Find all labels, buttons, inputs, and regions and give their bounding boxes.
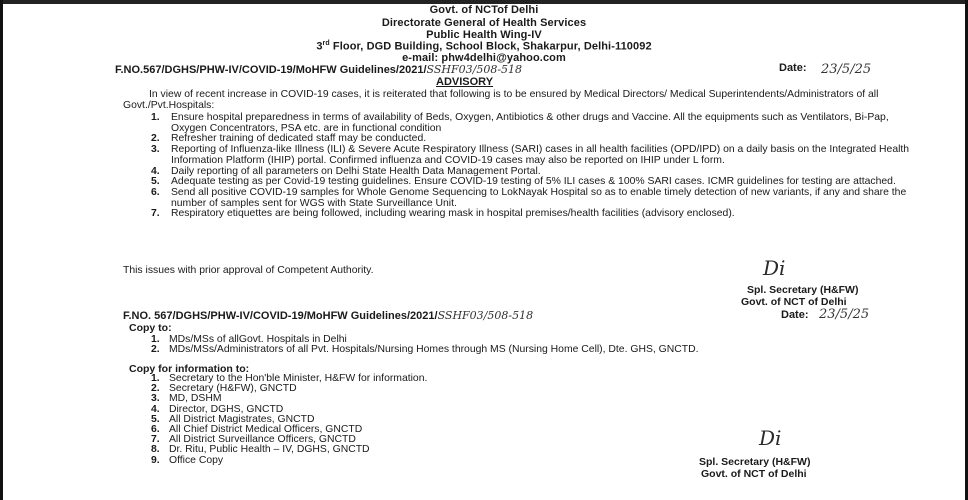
point-item: 1. Ensure hospital preparedness in terms of availability of Beds, Oxygen, Antibiotics & other drugs and Vaccine. All the equipments such as Ventilators, Bi-Pap, Oxygen Concentrators, PSA etc. are in functional condition: [151, 112, 889, 134]
file-number-2: [123, 309, 533, 322]
file-number: [115, 63, 522, 76]
file-number-2-text: F.NO. 567/DGHS/PHW-IV/COVID-19/MoHFW Guidelines/2021/: [123, 310, 438, 322]
signatory-designation: Spl. Secretary (H&FW): [747, 284, 859, 296]
header-wing: Public Health Wing-IV: [426, 29, 542, 41]
point-item: 3. Reporting of Influenza-like Illness (ILI) & Severe Acute Respiratory Illness (SARI) cases in all health facilities (OPD/IPD) on a daily basis on the Integrated Health Information Platform (IHIP) portal. Confirmed influenza and COVID-19 cases may also be reported on IHIP under L form.: [151, 144, 910, 166]
copy-to-heading: Copy to:: [129, 322, 172, 334]
copy-info-list: [151, 374, 427, 466]
date-label: Date:: [779, 62, 807, 74]
signatory-govt-2: Govt. of NCT of Delhi: [701, 468, 807, 480]
file-number-2-handwritten: SSHF03/508-518: [437, 309, 534, 322]
signature-mark: Di: [763, 256, 786, 280]
advisory-title: ADVISORY: [436, 76, 494, 88]
point-item: 4. Daily reporting of all parameters on Delhi State Health Data Management Portal.: [151, 165, 541, 177]
copy-info-item: 5. All District Magistrates, GNCTD: [151, 413, 315, 425]
copy-info-item: 2. Secretary (H&FW), GNCTD: [151, 383, 297, 395]
header-email: e-mail: phw4delhi@yahoo.com: [402, 52, 566, 64]
copy-info-item: 3. MD, DSHM: [151, 393, 222, 405]
advisory-points: [151, 113, 921, 220]
copy-info-item: 8. Dr. Ritu, Public Health – IV, DGHS, GNCTD: [151, 444, 370, 456]
date-value: 23/5/25: [821, 62, 872, 77]
point-item: 6. Send all positive COVID-19 samples for Whole Genome Sequencing to LokNayak Hospital so as to enable timely detection of new variants, if any and share the number of samples sent for WGS with State Surveillance Unit.: [151, 186, 907, 209]
header-directorate: Directorate General of Health Services: [381, 17, 587, 29]
intro-paragraph: In view of recent increase in COVID-19 cases, it is reiterated that following is to be ensured by Medical Directors/ Medical Superintendents/Administrators of all Govt./Pvt.Hospitals:: [123, 89, 879, 111]
copy-info-heading: Copy for information to:: [129, 363, 250, 375]
point-item: 7. Respiratory etiquettes are being followed, including wearing mask in hospital premises/health facilities (advisory enclosed).: [151, 208, 735, 220]
date-label-2: Date:: [781, 309, 809, 321]
copy-info-item: 6. All Chief District Medical Officers, GNCTD: [151, 424, 363, 436]
file-number-text: F.NO.567/DGHS/PHW-IV/COVID-19/MoHFW Guidelines/2021/: [115, 64, 427, 76]
header-govt: Govt. of NCTof Delhi: [429, 4, 539, 16]
copy-to-list: [151, 335, 921, 355]
file-number-handwritten: SSHF03/508-518: [426, 63, 523, 76]
point-item: 5. Adequate testing as per Covid-19 testing guidelines. Ensure COVID-19 testing of 5% ILI cases & 100% SARI cases. ICMR guidelines for testing are attached.: [151, 176, 896, 188]
copy-info-item: 9. Office Copy: [151, 454, 224, 466]
approval-text: This issues with prior approval of Competent Authority.: [123, 265, 374, 276]
copy-info-item: 1. Secretary to the Hon'ble Minister, H&FW for information.: [151, 373, 428, 384]
copy-to-item: 1. MDs/MSs of allGovt. Hospitals in Delhi: [151, 334, 347, 345]
copy-info-item: 7. All District Surveillance Officers, GNCTD: [151, 434, 356, 446]
signatory-designation-2: Spl. Secretary (H&FW): [699, 456, 811, 468]
signature-mark-2: Di: [759, 426, 782, 450]
point-item: 2. Refresher training of dedicated staff may be conducted.: [151, 133, 427, 145]
copy-to-item: 2. MDs/MSs/Administrators of all Pvt. Hospitals/Nursing Homes through MS (Nursing Home Cell), Dte. GHS, GNCTD.: [151, 344, 699, 356]
copy-info-item: 4. Director, DGHS, GNCTD: [151, 403, 284, 415]
header-address: 3rd Floor, DGD Building, School Block, Shakarpur, Delhi-110092: [316, 40, 652, 53]
signatory-govt: Govt. of NCT of Delhi: [741, 296, 847, 308]
date-value-2: 23/5/25: [819, 307, 870, 322]
